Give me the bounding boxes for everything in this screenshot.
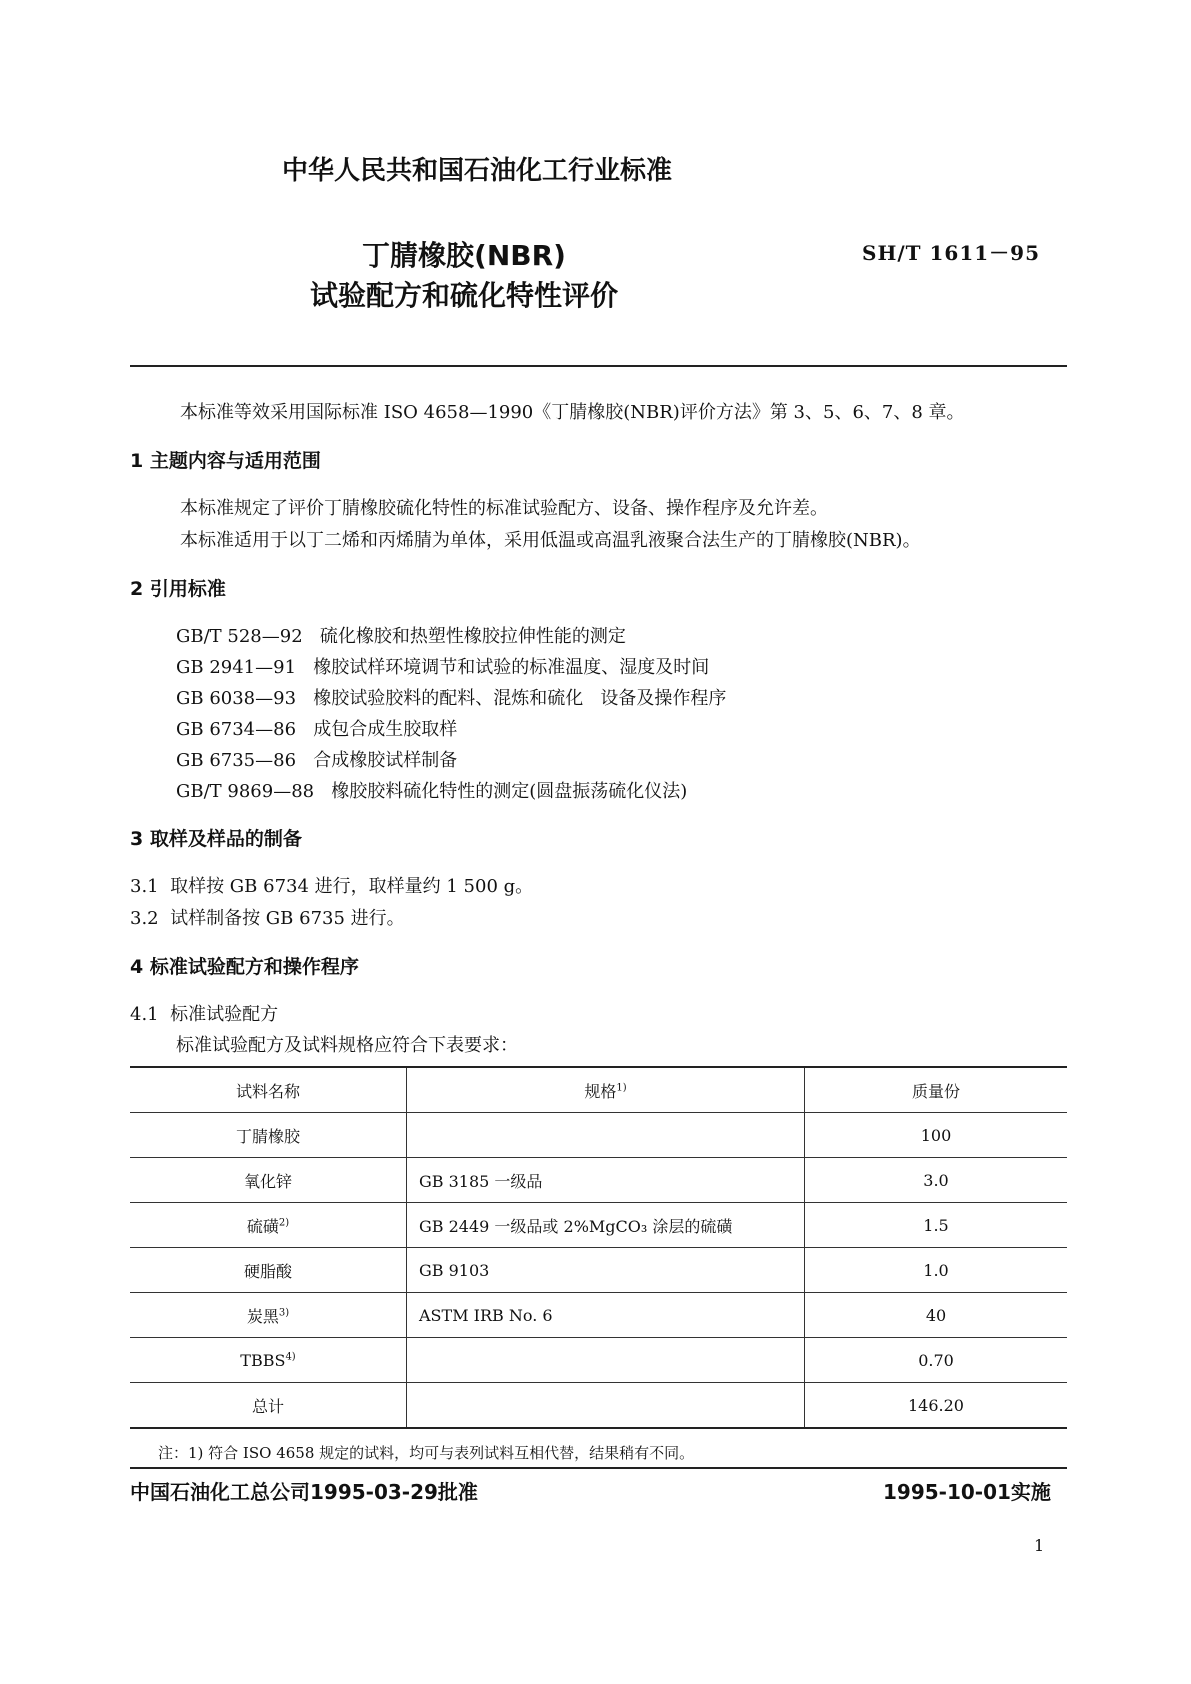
material-name: TBBS [240, 1350, 286, 1370]
header-spec: 规格 [584, 1081, 617, 1101]
table-header-row [130, 1067, 1067, 1113]
section-3-heading: 3 取样及样品的制备 [130, 828, 302, 850]
title-line-2: 试验配方和硫化特性评价 [310, 279, 619, 312]
document-title [310, 236, 618, 316]
material-name: 氧化锌 [243, 1171, 292, 1191]
material-spec: GB 2449 一级品或 2%MgCO₃ 涂层的硫磺 [419, 1216, 733, 1236]
approval-line: 中国石油化工总公司1995-03-29批准 [130, 1480, 478, 1504]
material-spec: GB 3185 一级品 [419, 1171, 543, 1191]
table-lead-text: 标准试验配方及试料规格应符合下表要求： [176, 1035, 518, 1056]
section-4-heading: 4 标准试验配方和操作程序 [130, 956, 359, 978]
section-1-paragraph-1: 本标准规定了评价丁腈橡胶硫化特性的标准试验配方、设备、操作程序及允许差。 [180, 498, 828, 519]
footer-divider [130, 1467, 1067, 1469]
standard-code: SH/T 1611－95 [862, 241, 1040, 265]
table-total-row [130, 1383, 1067, 1429]
table-row [130, 1113, 1067, 1158]
org-header: 中华人民共和国石油化工行业标准 [282, 156, 673, 186]
reference-item: GB 2941—91 橡胶试样环境调节和试验的标准温度、湿度及时间 [176, 657, 710, 678]
material-mass: 1.5 [923, 1215, 949, 1235]
intro-paragraph: 本标准等效采用国际标准 ISO 4658—1990《丁腈橡胶(NBR)评价方法》第 3、5、6、7、8 章。 [180, 402, 965, 423]
header-divider [130, 365, 1067, 367]
table-row [130, 1338, 1067, 1383]
table-note: 注：1) 符合 ISO 4658 规定的试料，均可与表列试料互相代替，结果稍有不同。 [158, 1444, 695, 1462]
effective-date: 1995-10-01实施 [883, 1480, 1051, 1504]
header-spec-footnote: 1) [616, 1082, 627, 1094]
material-mass: 0.70 [918, 1350, 954, 1370]
header-name: 试料名称 [235, 1081, 300, 1101]
header-mass: 质量份 [911, 1081, 960, 1101]
material-name: 丁腈橡胶 [235, 1126, 300, 1146]
reference-item: GB/T 9869—88 橡胶胶料硫化特性的测定(圆盘振荡硫化仪法) [176, 781, 688, 802]
material-name: 硬脂酸 [243, 1261, 292, 1281]
material-footnote: 3) [278, 1307, 290, 1319]
material-name: 炭黑 [246, 1306, 279, 1326]
material-spec: GB 9103 [419, 1260, 490, 1280]
page-number: 1 [1034, 1536, 1045, 1555]
section-3-1: 3.1 取样按 GB 6734 进行，取样量约 1 500 g。 [130, 876, 534, 897]
reference-item: GB 6734—86 成包合成生胶取样 [176, 719, 458, 740]
material-mass: 146.20 [908, 1395, 964, 1415]
reference-item: GB 6038—93 橡胶试验胶料的配料、混炼和硫化 设备及操作程序 [176, 688, 727, 709]
reference-item: GB 6735—86 合成橡胶试样制备 [176, 750, 458, 771]
section-3-2: 3.2 试样制备按 GB 6735 进行。 [130, 908, 405, 929]
title-line-1: 丁腈橡胶(NBR) [362, 239, 566, 272]
reference-item: GB/T 528—92 硫化橡胶和热塑性橡胶拉伸性能的测定 [176, 626, 626, 647]
material-footnote: 4) [285, 1351, 296, 1363]
formulation-table [130, 1066, 1067, 1429]
material-mass: 40 [925, 1305, 947, 1325]
table-row [130, 1293, 1067, 1338]
table-row [130, 1203, 1067, 1248]
material-mass: 1.0 [923, 1260, 949, 1280]
table-row [130, 1248, 1067, 1293]
section-1-paragraph-2: 本标准适用于以丁二烯和丙烯腈为单体，采用低温或高温乳液聚合法生产的丁腈橡胶(NBR)。 [180, 530, 921, 551]
section-1-heading: 1 主题内容与适用范围 [130, 450, 321, 472]
material-mass: 3.0 [923, 1170, 949, 1190]
material-spec: ASTM IRB No. 6 [419, 1305, 553, 1325]
material-footnote: 2) [278, 1217, 290, 1229]
table-row [130, 1158, 1067, 1203]
section-2-heading: 2 引用标准 [130, 578, 226, 600]
material-mass: 100 [920, 1125, 952, 1145]
material-name: 总计 [251, 1396, 284, 1416]
section-4-1: 4.1 标准试验配方 [130, 1004, 279, 1025]
material-name: 硫磺 [246, 1216, 279, 1236]
